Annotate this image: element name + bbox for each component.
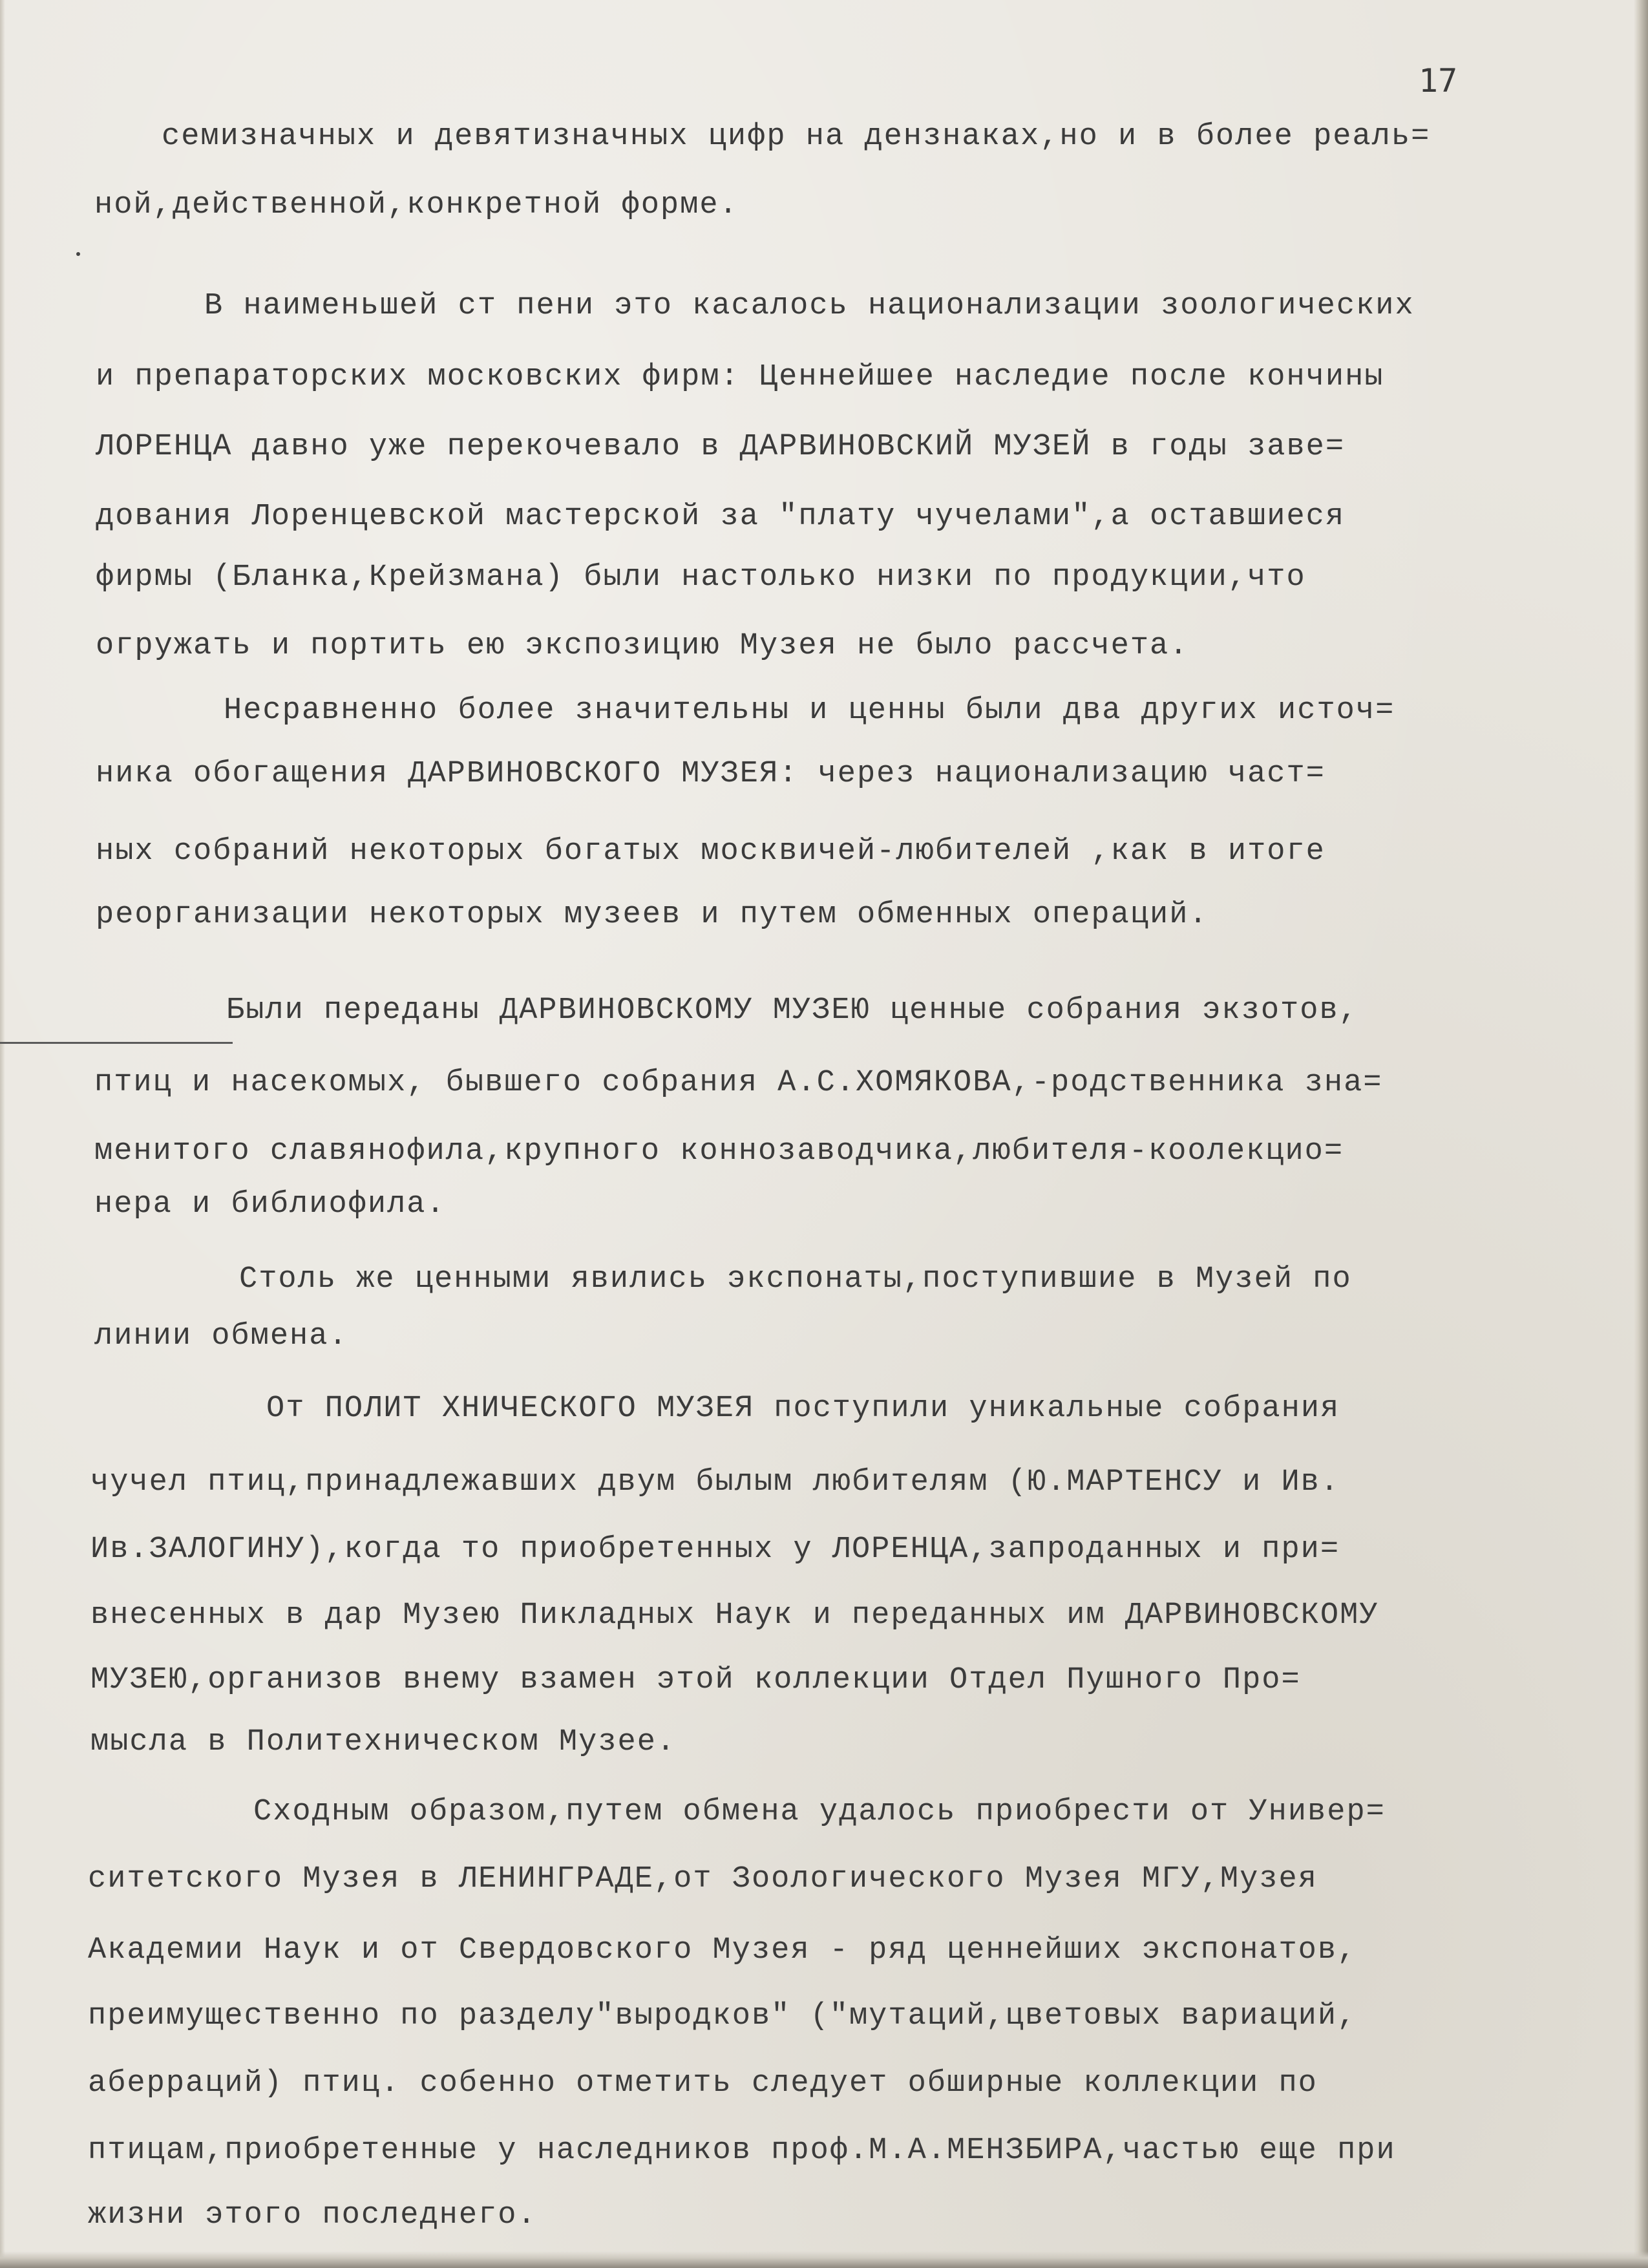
text-line: В наименьшей ст пени это касалось национализации зоологических — [204, 289, 1415, 323]
text-line: Ив.ЗАЛОГИНУ),когда то приобретенных у ЛОРЕНЦА,запроданных и при= — [90, 1532, 1340, 1567]
text-line: и препараторских московских фирм: Ценнейшее наследие после кончины — [96, 360, 1384, 394]
text-line: преимущественно по разделу"выродков" ("мутаций,цветовых вариаций, — [88, 1999, 1357, 2033]
text-line: Академии Наук и от Свердовского Музея - ряд ценнейших экспонатов, — [88, 1933, 1357, 1967]
text-line: чучел птиц,принадлежавших двум былым любителям (Ю.МАРТЕНСУ и Ив. — [90, 1465, 1340, 1500]
text-line: Несравненно более значительны и ценны были два других источ= — [224, 694, 1395, 728]
text-line: ных собраний некоторых богатых москвичей-любителей ,как в итоге — [96, 834, 1326, 869]
ink-dot — [76, 252, 80, 256]
text-line: Были переданы ДАРВИНОВСКОМУ МУЗЕЮ ценные собрания экзотов, — [226, 993, 1358, 1028]
text-line: огружать и портить ею экспозицию Музея не было рассчета. — [96, 629, 1189, 663]
text-line: реорганизации некоторых музеев и путем обменных операций. — [96, 898, 1209, 932]
text-line: ЛОРЕНЦА давно уже перекочевало в ДАРВИНОВСКИЙ МУЗЕЙ в годы заве= — [96, 430, 1346, 464]
text-line: дования Лоренцевской мастерской за "плату чучелами",а оставшиеся — [96, 500, 1346, 534]
text-line: семизначных и девятизначных цифр на дензнаках,но и в более реаль= — [162, 120, 1431, 154]
text-line: нера и библиофила. — [94, 1187, 446, 1222]
text-line: ной,действенной,конкретной форме. — [94, 188, 739, 222]
text-line: От ПОЛИТ ХНИЧЕСКОГО МУЗЕЯ поступили уникальные собрания — [266, 1392, 1340, 1426]
text-line: аберраций) птиц. собенно отметить следует обширные коллекции по — [88, 2066, 1318, 2101]
text-line: птиц и насекомых, бывшего собрания А.С.ХОМЯКОВА,-родственника зна= — [94, 1066, 1383, 1100]
page-right-edge — [1634, 0, 1648, 2268]
text-line: ситетского Музея в ЛЕНИНГРАДЕ,от Зоологического Музея МГУ,Музея — [88, 1862, 1318, 1896]
text-line: птицам,приобретенные у наследников проф.М.А.МЕНЗБИРА,частью еще при — [88, 2134, 1396, 2168]
page-number: 17 — [1419, 62, 1458, 100]
text-line: Сходным образом,путем обмена удалось приобрести от Универ= — [253, 1795, 1386, 1829]
text-line: менитого славянофила,крупного коннозаводчика,любителя-коолекцио= — [94, 1134, 1344, 1169]
text-line: внесенных в дар Музею Пикладных Наук и переданных им ДАРВИНОВСКОМУ — [90, 1598, 1379, 1633]
text-line: Столь же ценными явились экспонаты,поступившие в Музей по — [239, 1262, 1352, 1297]
text-line: МУЗЕЮ,организов внему взамен этой коллекции Отдел Пушного Про= — [90, 1663, 1301, 1697]
text-line: жизни этого последнего. — [88, 2198, 537, 2232]
page-bottom-edge — [0, 2251, 1648, 2268]
page-left-edge — [0, 0, 5, 2268]
text-line: ника обогащения ДАРВИНОВСКОГО МУЗЕЯ: через национализацию част= — [96, 757, 1326, 791]
text-line: фирмы (Бланка,Крейзмана) были настолько низки по продукции,что — [96, 560, 1306, 595]
margin-rule-line — [0, 1042, 233, 1044]
text-line: мысла в Политехническом Музее. — [90, 1725, 677, 1759]
text-line: линии обмена. — [94, 1319, 348, 1353]
